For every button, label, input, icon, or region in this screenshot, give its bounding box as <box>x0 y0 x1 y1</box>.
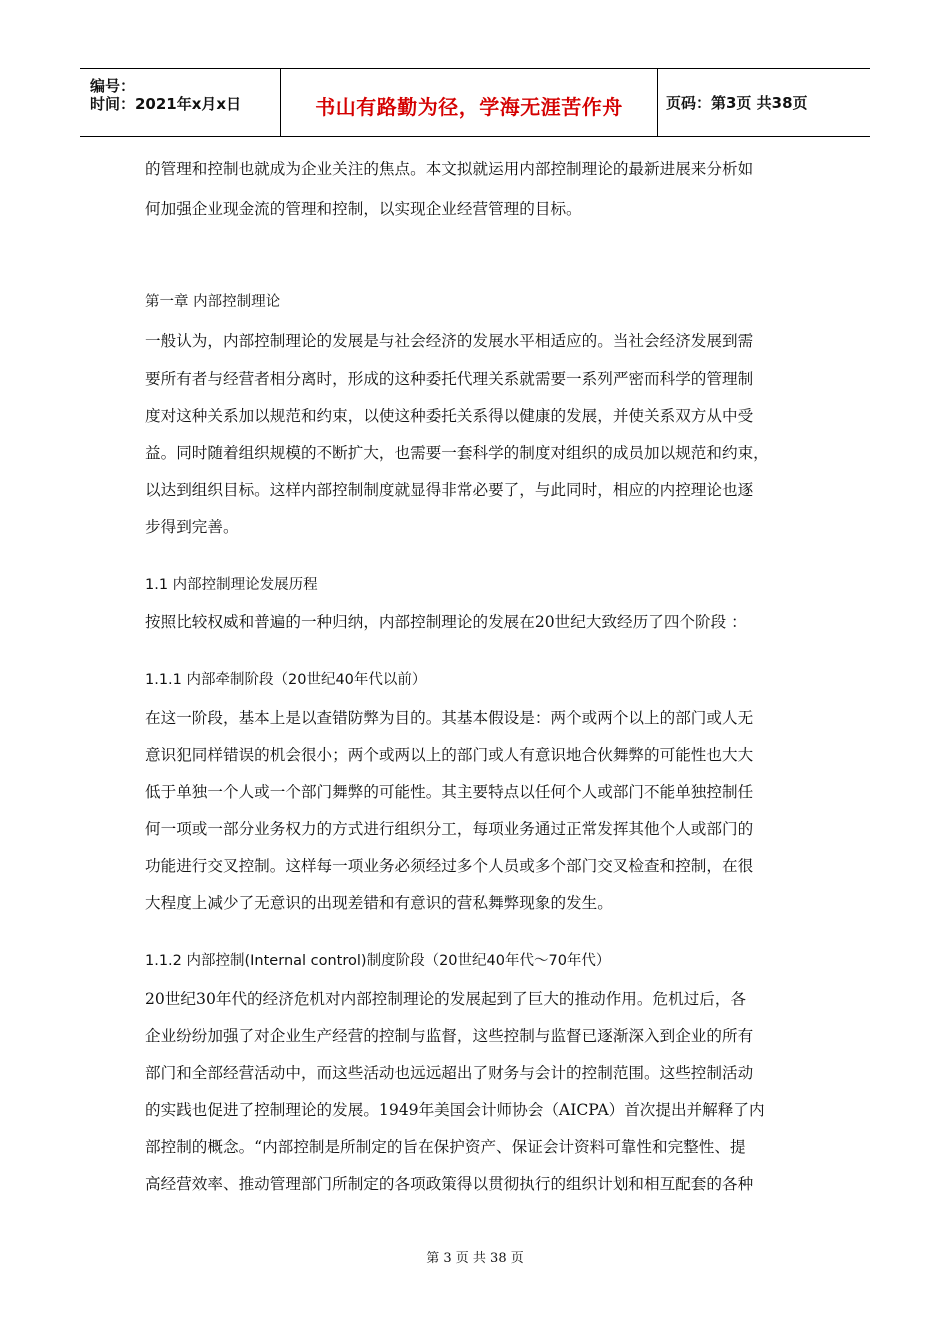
paragraph-line: 度对这种关系加以规范和约束，以使这种委托关系得以健康的发展，并使关系双方从中受 <box>145 407 754 425</box>
paragraph-line: 以达到组织目标。这样内部控制制度就显得非常必要了，与此同时，相应的内控理论也逐 <box>145 481 754 499</box>
paragraph-line: 按照比较权威和普遍的一种归纳，内部控制理论的发展在20世纪大致经历了四个阶段 ： <box>145 613 747 631</box>
paragraph-line: 在这一阶段，基本上是以查错防弊为目的。其基本假设是：两个或两个以上的部门或人无 <box>145 709 754 727</box>
page-footer <box>0 1247 950 1266</box>
paragraph-line: 功能进行交叉控制。这样每一项业务必须经过多个人员或多个部门交叉检查和控制，在很 <box>145 857 754 875</box>
subsection-heading: 1.1.1 内部牵制阶段（20世纪40年代以前） <box>145 672 427 688</box>
paragraph-line: 何一项或一部分业务权力的方式进行组织分工，每项业务通过正常发挥其他个人或部门的 <box>145 820 754 838</box>
document-date-label: 时间：2021年x月x日 <box>90 95 242 113</box>
paragraph-line: 的实践也促进了控制理论的发展。1949年美国会计师协会（AICPA）首次提出并解释了内 <box>145 1101 765 1119</box>
paragraph-line: 部控制的概念。“内部控制是所制定的旨在保护资产、保证会计资料可靠性和完整性、提 <box>145 1138 746 1156</box>
chapter-heading: 第一章 内部控制理论 <box>145 294 281 310</box>
paragraph-line: 何加强企业现金流的管理和控制，以实现企业经营管理的目标。 <box>145 200 582 218</box>
page-header <box>80 68 870 137</box>
paragraph-line: 部门和全部经营活动中，而这些活动也远远超出了财务与会计的控制范围。这些控制活动 <box>145 1064 754 1082</box>
paragraph-line: 大程度上减少了无意识的出现差错和有意识的营私舞弊现象的发生。 <box>145 894 613 912</box>
paragraph-line: 高经营效率、推动管理部门所制定的各项政策得以贯彻执行的组织计划和相互配套的各种 <box>145 1175 754 1193</box>
header-page-number: 页码：第3页 共38页 <box>666 94 808 112</box>
paragraph-line: 步得到完善。 <box>145 518 239 536</box>
paragraph-line: 低于单独一个人或一个部门舞弊的可能性。其主要特点以任何个人或部门不能单独控制任 <box>145 783 754 801</box>
header-info-cell <box>80 69 281 136</box>
motto-text: 书山有路勤为径，学海无涯苦作舟 <box>315 95 623 119</box>
header-motto-cell <box>281 69 658 136</box>
footer-page-number: 第 3 页 共 38 页 <box>426 1251 524 1266</box>
paragraph-line: 的管理和控制也就成为企业关注的焦点。本文拟就运用内部控制理论的最新进展来分析如 <box>145 160 754 178</box>
paragraph-line: 要所有者与经营者相分离时，形成的这种委托代理关系就需要一系列严密而科学的管理制 <box>145 370 754 388</box>
document-number-label: 编号： <box>90 77 136 95</box>
header-page-cell <box>658 69 870 136</box>
subsection-heading: 1.1.2 内部控制(Internal control)制度阶段（20世纪40年代～70年代） <box>145 953 611 969</box>
paragraph-line: 益。同时随着组织规模的不断扩大，也需要一套科学的制度对组织的成员加以规范和约束， <box>145 444 769 462</box>
paragraph-line: 企业纷纷加强了对企业生产经营的控制与监督，这些控制与监督已逐渐深入到企业的所有 <box>145 1027 754 1045</box>
paragraph-line: 意识犯同样错误的机会很小；两个或两以上的部门或人有意识地合伙舞弊的可能性也大大 <box>145 746 754 764</box>
section-heading: 1.1 内部控制理论发展历程 <box>145 577 318 593</box>
paragraph-line: 20世纪30年代的经济危机对内部控制理论的发展起到了巨大的推动作用。危机过后，各 <box>145 990 747 1008</box>
paragraph-line: 一般认为，内部控制理论的发展是与社会经济的发展水平相适应的。当社会经济发展到需 <box>145 332 754 350</box>
